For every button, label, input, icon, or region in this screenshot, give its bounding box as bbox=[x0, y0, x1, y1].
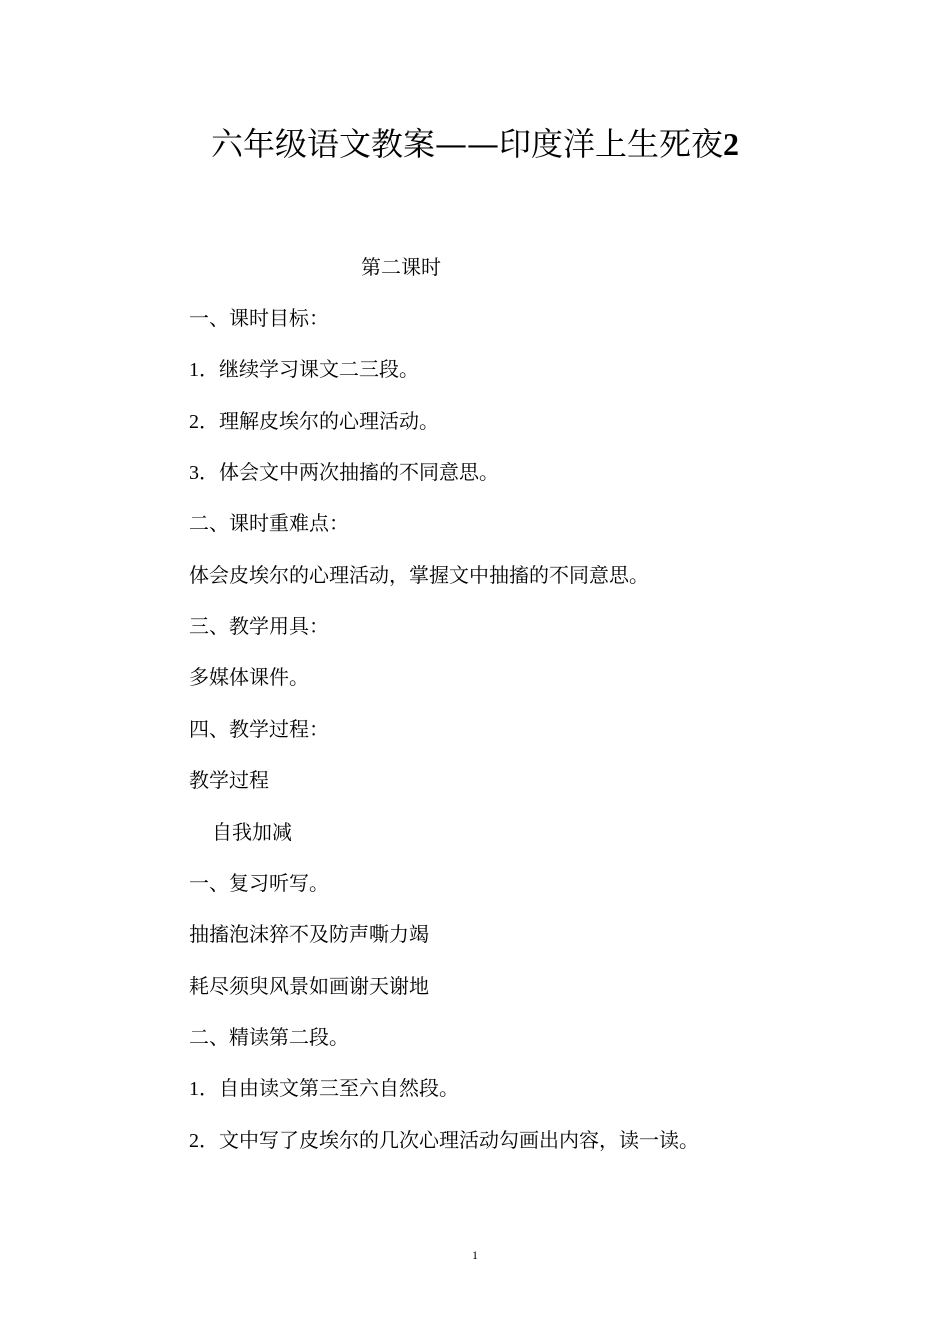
list-number: 2 bbox=[189, 1130, 199, 1152]
step-heading-close-reading bbox=[189, 1022, 349, 1052]
objective-item-1 bbox=[189, 354, 419, 385]
tools-text bbox=[189, 662, 309, 692]
step-heading-review bbox=[189, 868, 329, 898]
section-heading-process bbox=[189, 714, 329, 744]
line-text: 一、复习听写。 bbox=[189, 871, 329, 895]
objective-item-2 bbox=[189, 406, 439, 437]
section-heading-objectives bbox=[189, 303, 329, 333]
lesson-subtitle: 第二课时 bbox=[361, 255, 441, 279]
section-heading-key-points bbox=[189, 508, 349, 538]
line-text: 一、课时目标： bbox=[189, 306, 329, 330]
dictation-words-1 bbox=[189, 919, 429, 949]
line-text: 多媒体课件。 bbox=[189, 665, 309, 689]
section-heading-tools bbox=[189, 611, 329, 641]
line-text: ．理解皮埃尔的心理活动。 bbox=[199, 409, 439, 433]
line-text: 教学过程 bbox=[189, 768, 269, 792]
document-title bbox=[0, 118, 950, 170]
list-number: 1 bbox=[189, 359, 199, 381]
reading-item-1 bbox=[189, 1073, 459, 1104]
page-number: 1 bbox=[472, 1248, 478, 1262]
key-points-text bbox=[189, 560, 649, 590]
list-number: 1 bbox=[189, 1078, 199, 1100]
objective-item-3 bbox=[189, 457, 499, 488]
dictation-words-2 bbox=[189, 971, 429, 1001]
line-text: 二、精读第二段。 bbox=[189, 1025, 349, 1049]
line-text: 四、教学过程： bbox=[189, 717, 329, 741]
list-number: 2 bbox=[189, 411, 199, 433]
document-title-text: 六年级语文教案——印度洋上生死夜 bbox=[210, 125, 723, 163]
line-text: ．体会文中两次抽搐的不同意思。 bbox=[199, 460, 499, 484]
line-text: 自我加减 bbox=[212, 820, 292, 844]
list-number: 3 bbox=[189, 462, 199, 484]
line-text: 耗尽须臾风景如画谢天谢地 bbox=[189, 974, 429, 998]
reading-item-2 bbox=[189, 1125, 699, 1156]
process-label bbox=[189, 765, 269, 795]
line-text: 二、课时重难点： bbox=[189, 511, 349, 535]
line-text: 体会皮埃尔的心理活动，掌握文中抽搐的不同意思。 bbox=[189, 563, 649, 587]
self-adjust-label bbox=[212, 817, 292, 847]
line-text: ．文中写了皮埃尔的几次心理活动勾画出内容，读一读。 bbox=[199, 1128, 699, 1152]
line-text: ．自由读文第三至六自然段。 bbox=[199, 1076, 459, 1100]
line-text: ．继续学习课文二三段。 bbox=[199, 357, 419, 381]
document-title-number: 2 bbox=[723, 126, 739, 162]
line-text: 三、教学用具： bbox=[189, 614, 329, 638]
line-text: 抽搐泡沫猝不及防声嘶力竭 bbox=[189, 922, 429, 946]
